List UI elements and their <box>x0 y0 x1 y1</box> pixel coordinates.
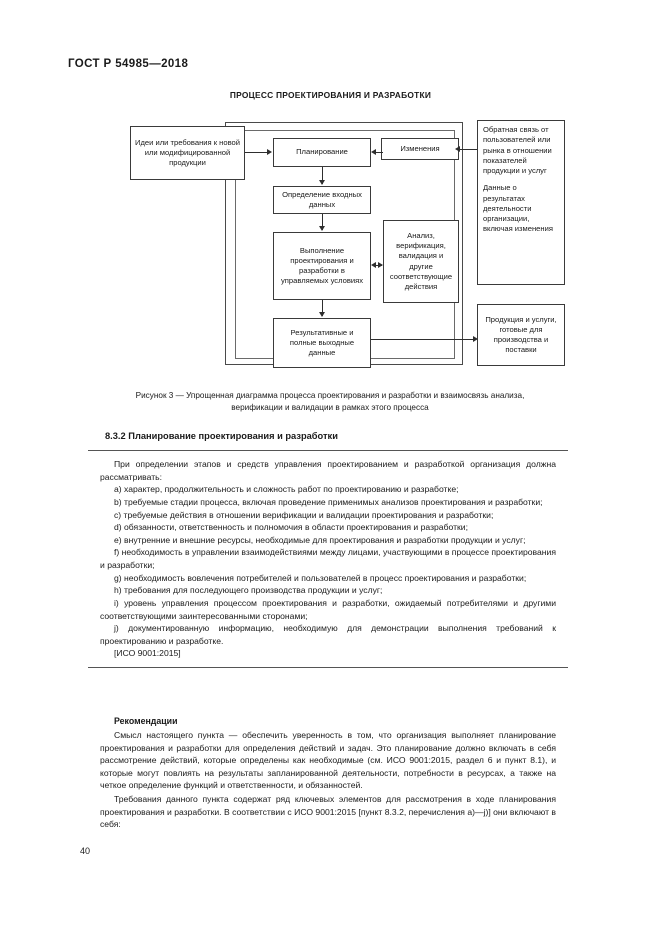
page-number: 40 <box>80 846 91 856</box>
requirement-item-i: i) уровень управления процессом проектирования и разработки, ожидаемый потребителями и другими соответствующими заинтересованными сторонами; <box>100 597 556 621</box>
diagram-box-execution-label: Выполнение проектирования и разработки в управляемых условиях <box>281 245 363 286</box>
diagram-box-planning <box>273 138 371 167</box>
arrowhead-execution-to-outputs <box>319 312 325 317</box>
requirement-item-f: f) необходимость в управлении взаимодействиями между лицами, участвующими в процессе проектирования и разработки; <box>100 547 556 570</box>
arrowhead-changes-to-planning <box>371 149 376 155</box>
figure-title: ПРОЦЕСС ПРОЕКТИРОВАНИЯ И РАЗРАБОТКИ <box>229 90 432 100</box>
requirements-source-reference: [ИСО 9001:2015] <box>114 648 181 659</box>
requirement-item-g: g) необходимость вовлечения потребителей и пользователей в процесс проектирования и разработки; <box>114 572 527 583</box>
diagram-box-execution <box>273 232 371 300</box>
requirement-item-a: a) характер, продолжительность и сложность работ по проектированию и разработке; <box>114 484 459 495</box>
requirement-item-b: b) требуемые стадии процесса, включая проведение применимых анализов проектирования и разработки; <box>114 496 543 507</box>
arrowhead-execution-to-analysis <box>378 262 383 268</box>
diagram-box-analysis-label: Анализ, верификация, валидация и другие соответствующие действия <box>389 231 453 291</box>
diagram-box-ideas <box>130 126 245 180</box>
diagram-box-inputs <box>273 186 371 214</box>
diagram-box-changes <box>381 138 459 160</box>
requirement-item-c: c) требуемые действия в отношении верификации и валидации проектирования и разработки; <box>114 509 494 520</box>
diagram-box-feedback-line-2: Данные о результатах деятельности организации, включая изменения <box>483 183 553 234</box>
document-standard-header: ГОСТ Р 54985—2018 <box>68 58 189 70</box>
connector-changes-to-planning <box>376 152 383 153</box>
diagram-box-feedback <box>477 120 565 285</box>
arrowhead-analysis-to-execution <box>371 262 376 268</box>
section-heading-8-3-2: 8.3.2 Планирование проектирования и разработки <box>105 431 338 441</box>
diagram-box-inputs-label: Определение входных данных <box>282 189 362 209</box>
requirement-item-h: h) требования для последующего производства продукции и услуг; <box>114 585 383 596</box>
arrowhead-planning-to-inputs <box>319 180 325 185</box>
connector-feedback-to-changes <box>459 149 477 150</box>
recommendations-heading: Рекомендации <box>114 716 178 726</box>
process-flow-diagram <box>95 118 565 380</box>
connector-ideas-to-planning <box>245 152 269 153</box>
diagram-box-outputs <box>273 318 371 368</box>
requirement-item-e: e) внутренние и внешние ресурсы, необходимые для проектирования и разработки продукции и услуг; <box>114 534 526 545</box>
arrowhead-inputs-to-execution <box>319 226 325 231</box>
diagram-box-analysis <box>383 220 459 303</box>
figure-caption-line-2: верификации и валидации в рамках этого процесса <box>231 402 429 412</box>
recommendations-section <box>88 715 568 832</box>
recommendations-paragraph-1: Смысл настоящего пункта — обеспечить уверенность в том, что организация выполняет планирование проектирования и разработки для определения действий и задач. Это планирование должно включать в себя рассмотрение действий, которые определены как необходимые (см. ИСО 9001:2015, раздел 6 и пункт 8.1), и которые могут повлиять на результаты запланированной деятельности, потребности в ресурсах, а также на четкое определение функций и ответственности, и обязанностей. <box>100 729 556 791</box>
connector-outputs-to-products <box>371 339 475 340</box>
diagram-box-outputs-label: Результативные и полные выходные данные <box>289 327 355 357</box>
arrowhead-feedback-to-changes <box>455 146 460 152</box>
diagram-box-feedback-line-1: Обратная связь от пользователей или рынка в отношении показателей продукции и услуг <box>483 125 552 175</box>
requirement-item-j: j) документированную информацию, необходимую для демонстрации выполнения требований к проектированию и разработке. <box>100 623 556 646</box>
diagram-box-ideas-label: Идеи или требования к новой или модифицированной продукции <box>135 137 240 167</box>
figure-caption <box>95 390 565 414</box>
diagram-box-products <box>477 304 565 366</box>
requirement-item-d: d) обязанности, ответственность и полномочия в области проектирования и разработки; <box>114 522 468 533</box>
figure-caption-line-1: Рисунок 3 — Упрощенная диаграмма процесса проектирования и разработки и взаимосвязь анализа, <box>135 391 525 400</box>
recommendations-paragraph-2: Требования данного пункта содержат ряд ключевых элементов для рассмотрения в ходе планирования проектирования и разработки. В соответствии с ИСО 9001:2015 [пункт 8.3.2, перечисления a)—j)] они включают в себя: <box>100 794 556 830</box>
diagram-box-products-label: Продукция и услуги, готовые для производства и поставки <box>485 314 557 355</box>
requirements-quote-block <box>88 450 568 668</box>
diagram-box-planning-label: Планирование <box>296 147 348 157</box>
requirements-intro: При определении этапов и средств управления проектированием и разработкой организация должна рассматривать: <box>100 459 556 482</box>
arrowhead-ideas-to-planning <box>267 149 272 155</box>
diagram-box-changes-label: Изменения <box>400 143 440 153</box>
